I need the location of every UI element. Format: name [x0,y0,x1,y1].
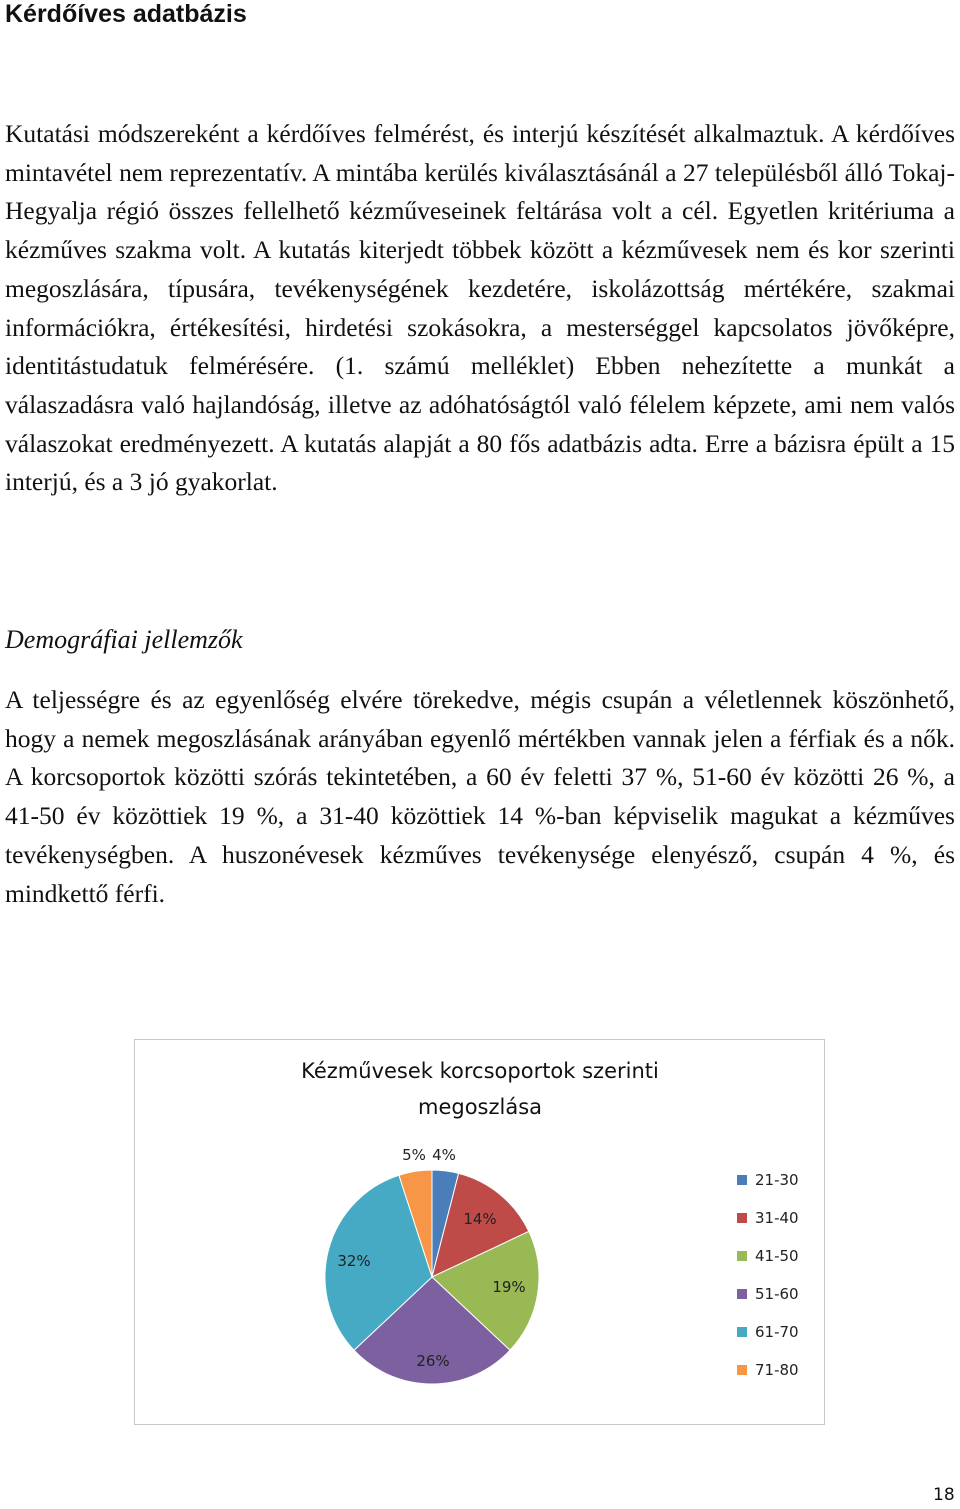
legend-swatch [737,1213,747,1223]
section-heading: Kérdőíves adatbázis [5,0,247,28]
slice-label-61-70: 32% [337,1252,371,1270]
legend-label: 71-80 [755,1361,799,1379]
subsection-heading: Demográfiai jellemzők [5,625,243,654]
legend-swatch [737,1251,747,1261]
legend-swatch [737,1327,747,1337]
legend-item [737,1206,857,1230]
legend-item [737,1244,857,1268]
slice-label-31-40: 14% [463,1210,497,1228]
slice-label-51-60: 26% [416,1352,450,1370]
demographics-paragraph: A teljességre és az egyenlőség elvére törekedve, mégis csupán a véletlennek köszönhető, hogy a nemek megoszlásának arányában egyenlő mértékben vannak jelen a férfiak és a nők. A korcsoportok közötti szórás tekintetében, a 60 év feletti 37 %, 51-60 év közötti 26 %, a 41-50 év közöttiek 19 %, a 31-40 közöttiek 14 %-ban képviselik magukat a kézműves tevékenységben. A huszonévesek kézműves tevékenysége elenyésző, csupán 4 %, és mindkettő férfi. [5,685,955,908]
slice-label-41-50: 19% [492,1278,526,1296]
slice-label-21-30: 4% [432,1146,456,1164]
legend-item [737,1282,857,1306]
slice-label-71-80: 5% [402,1146,426,1164]
page-number: 18 [933,1485,955,1505]
legend-label: 41-50 [755,1247,799,1265]
legend-label: 21-30 [755,1171,799,1189]
legend-swatch [737,1365,747,1375]
chart-title-line1: Kézművesek korcsoportok szerinti [301,1059,659,1083]
chart-title-line2: megoszlása [417,1095,543,1119]
legend-item [737,1320,857,1344]
legend-item [737,1168,857,1192]
intro-paragraph: Kutatási módszereként a kérdőíves felmérést, és interjú készítését alkalmaztuk. A kérdőíves mintavétel nem reprezentatív. A mintába kerülés kiválasztásánál a 27 településből álló Tokaj-Hegyalja régió összes fellelhető kézműveseinek feltárása volt a cél. Egyetlen kritériuma a kézműves szakma volt. A kutatás kiterjedt többek között a kézművesek nem és kor szerinti megoszlására, típusára, tevékenységének kezdetére, iskolázottság mértékére, szakmai információkra, értékesítési, hirdetési szokásokra, a mesterséggel kapcsolatos jövőképre, identitástudatuk felmérésére. (1. számú melléklet) Ebben nehezítette a munkát a válaszadásra való hajlandóság, illetve az adóhatóságtól való félelem képzete, ami nem valós válaszokat eredményezett. A kutatás alapját a 80 fős adatbázis adta. Erre a bázisra épült a 15 interjú, és a 3 jó gyakorlat. [5,119,955,497]
legend-swatch [737,1175,747,1185]
legend-item [737,1358,857,1382]
legend-label: 51-60 [755,1285,799,1303]
legend-label: 31-40 [755,1209,799,1227]
legend-label: 61-70 [755,1323,799,1341]
legend-swatch [737,1289,747,1299]
